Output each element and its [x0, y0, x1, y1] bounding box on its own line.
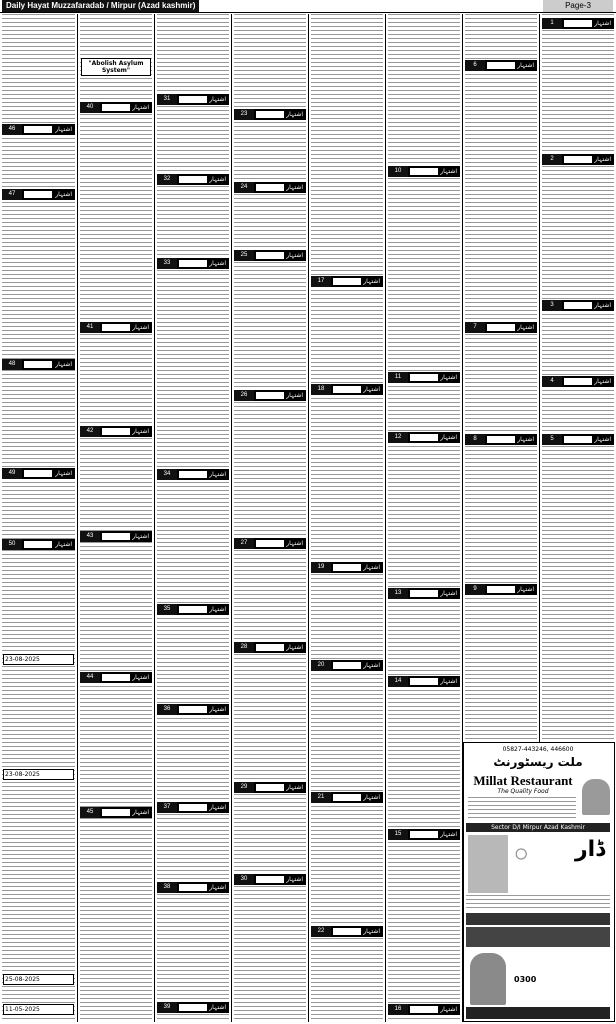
blank-field — [410, 168, 438, 175]
notice-box — [157, 882, 229, 893]
blank-field — [24, 541, 52, 548]
ad-owner-photo — [582, 779, 610, 815]
notice-box — [157, 174, 229, 185]
notice-number: 47 — [2, 189, 22, 200]
date-callout: 11-05-2025 — [3, 1004, 74, 1015]
notice-label: اشتہار — [286, 540, 303, 547]
notice-label: اشتہار — [286, 784, 303, 791]
notice-label: اشتہار — [440, 590, 457, 597]
notice-number: 6 — [465, 60, 485, 71]
notice-box — [234, 874, 306, 885]
notice-label: اشتہار — [209, 884, 226, 891]
notice-label: اشتہار — [209, 804, 226, 811]
notice-label: اشتہار — [209, 96, 226, 103]
notice-label: اشتہار — [440, 168, 457, 175]
notice-label: اشتہار — [286, 876, 303, 883]
blank-field — [24, 191, 52, 198]
notice-box — [157, 469, 229, 480]
column-1 — [78, 14, 154, 1022]
notice-number: 38 — [157, 882, 177, 893]
notice-box — [157, 258, 229, 269]
notice-number: 9 — [465, 584, 485, 595]
notice-number: 13 — [388, 588, 408, 599]
notice-number: 48 — [2, 359, 22, 370]
notice-box — [311, 384, 383, 395]
blank-field — [256, 644, 284, 651]
blank-field — [24, 361, 52, 368]
notice-number: 21 — [311, 792, 331, 803]
text-body — [157, 14, 229, 1022]
notice-box — [2, 539, 75, 550]
blank-field — [179, 176, 207, 183]
notice-label: اشتہار — [440, 374, 457, 381]
notice-label: اشتہار — [286, 392, 303, 399]
notice-box — [388, 676, 460, 687]
notice-box — [80, 102, 152, 113]
notice-box — [311, 926, 383, 937]
ad-banner — [466, 927, 610, 947]
notice-box — [542, 18, 614, 29]
notice-number: 15 — [388, 829, 408, 840]
notice-label: اشتہار — [440, 1006, 457, 1013]
advertisement — [463, 742, 615, 1022]
blank-field — [256, 111, 284, 118]
notice-box — [157, 802, 229, 813]
notice-box — [311, 562, 383, 573]
ad-sector: Sector D/I Mirpur Azad Kashmir — [466, 823, 610, 832]
jewellers-ad — [468, 835, 610, 893]
blank-field — [333, 564, 361, 571]
blank-field — [102, 324, 130, 331]
notice-box — [80, 322, 152, 333]
notice-box — [465, 434, 537, 445]
blank-field — [333, 386, 361, 393]
blank-field — [410, 434, 438, 441]
blank-field — [179, 706, 207, 713]
notice-label: اشتہار — [132, 428, 149, 435]
blank-field — [102, 674, 130, 681]
notice-label: اشتہار — [209, 471, 226, 478]
blank-field — [564, 20, 592, 27]
notice-number: 14 — [388, 676, 408, 687]
blank-field — [179, 804, 207, 811]
notice-number: 39 — [157, 1002, 177, 1013]
blank-field — [333, 794, 361, 801]
notice-number: 28 — [234, 642, 254, 653]
notice-label: اشتہار — [209, 606, 226, 613]
text-body — [311, 14, 383, 1022]
ad-tagline: The Quality Food — [497, 788, 549, 795]
notice-number: 31 — [157, 94, 177, 105]
column-2 — [155, 14, 231, 1022]
date-callout: 25-08-2025 — [3, 974, 74, 985]
notice-number: 37 — [157, 802, 177, 813]
advertiser-photo — [470, 953, 506, 1005]
ad-urdu-name: ملت ریسٹورنٹ — [493, 755, 583, 769]
blank-field — [333, 278, 361, 285]
notice-number: 11 — [388, 372, 408, 383]
notice-label: اشتہار — [594, 378, 611, 385]
notice-number: 17 — [311, 276, 331, 287]
notice-number: 12 — [388, 432, 408, 443]
notice-label: اشتہار — [517, 62, 534, 69]
notice-box — [234, 642, 306, 653]
notice-box — [234, 250, 306, 261]
notice-box — [388, 588, 460, 599]
notice-number: 1 — [542, 18, 562, 29]
notice-number: 22 — [311, 926, 331, 937]
ad-strip — [466, 913, 610, 925]
ad-phone: 05827-443246, 446600 — [502, 746, 574, 753]
text-body — [234, 14, 306, 1022]
notice-number: 27 — [234, 538, 254, 549]
notice-label: اشتہار — [209, 706, 226, 713]
notice-label: اشتہار — [594, 302, 611, 309]
notice-box — [2, 189, 75, 200]
blank-field — [564, 378, 592, 385]
jeweller-text — [466, 895, 610, 911]
notice-label: اشتہار — [363, 278, 380, 285]
notice-number: 50 — [2, 539, 22, 550]
page-header — [0, 0, 616, 12]
notice-number: 5 — [542, 434, 562, 445]
notice-number: 8 — [465, 434, 485, 445]
blank-field — [179, 884, 207, 891]
column-4 — [309, 14, 385, 1022]
notice-label: اشتہار — [363, 928, 380, 935]
notice-number: 24 — [234, 182, 254, 193]
notice-box — [2, 359, 75, 370]
ad-footer — [466, 1007, 610, 1019]
notice-box — [80, 807, 152, 818]
notice-number: 42 — [80, 426, 100, 437]
notice-number: 33 — [157, 258, 177, 269]
notice-box — [157, 604, 229, 615]
notice-box — [388, 372, 460, 383]
jeweller-brand: ڈار — [574, 837, 605, 862]
column-5 — [386, 14, 462, 1022]
date-callout: 23-08-2025 — [3, 654, 74, 665]
notice-box — [80, 531, 152, 542]
notice-label: اشتہار — [209, 176, 226, 183]
blank-field — [333, 928, 361, 935]
notice-number: 29 — [234, 782, 254, 793]
notice-label: اشتہار — [286, 252, 303, 259]
notice-number: 20 — [311, 660, 331, 671]
blank-field — [256, 252, 284, 259]
notice-number: 35 — [157, 604, 177, 615]
notice-box — [234, 182, 306, 193]
notice-label: اشتہار — [132, 104, 149, 111]
notice-box — [542, 154, 614, 165]
notice-label: اشتہار — [55, 361, 72, 368]
notice-box — [388, 166, 460, 177]
notice-label: اشتہار — [517, 324, 534, 331]
notice-label: اشتہار — [209, 1004, 226, 1011]
notice-label: اشتہار — [594, 436, 611, 443]
blank-field — [179, 471, 207, 478]
blank-field — [256, 784, 284, 791]
notice-number: 46 — [2, 124, 22, 135]
ad-contact: 0300 — [514, 975, 537, 984]
notice-label: اشتہار — [363, 662, 380, 669]
notice-number: 19 — [311, 562, 331, 573]
notice-number: 3 — [542, 300, 562, 311]
notice-box — [311, 792, 383, 803]
notice-box — [388, 1004, 460, 1015]
notice-label: اشتہار — [55, 470, 72, 477]
blank-field — [333, 662, 361, 669]
header-rule — [0, 12, 616, 13]
column-0 — [0, 14, 77, 1022]
text-body — [80, 14, 152, 1022]
notice-label: اشتہار — [594, 20, 611, 27]
notice-number: 26 — [234, 390, 254, 401]
notice-label: اشتہار — [363, 564, 380, 571]
asylum-heading: "Abolish Asylum System" — [81, 58, 151, 76]
blank-field — [256, 876, 284, 883]
notice-number: 32 — [157, 174, 177, 185]
notice-number: 40 — [80, 102, 100, 113]
notice-box — [2, 124, 75, 135]
ad-restaurant-name: Millat Restaurant — [473, 773, 573, 788]
page-number: Page-3 — [543, 0, 613, 12]
notice-label: اشتہار — [132, 324, 149, 331]
notice-number: 30 — [234, 874, 254, 885]
notice-box — [311, 660, 383, 671]
date-callout: 23-08-2025 — [3, 769, 74, 780]
notice-box — [465, 60, 537, 71]
notice-label: اشتہار — [440, 434, 457, 441]
notice-box — [234, 109, 306, 120]
notice-number: 25 — [234, 250, 254, 261]
blank-field — [410, 374, 438, 381]
notice-label: اشتہار — [440, 678, 457, 685]
blank-field — [102, 809, 130, 816]
notice-box — [542, 300, 614, 311]
notice-label: اشتہار — [132, 674, 149, 681]
blank-field — [410, 678, 438, 685]
notice-number: 45 — [80, 807, 100, 818]
notice-label: اشتہار — [286, 644, 303, 651]
notice-label: اشتہار — [132, 809, 149, 816]
blank-field — [410, 1006, 438, 1013]
text-body — [465, 14, 537, 740]
blank-field — [256, 392, 284, 399]
blank-field — [179, 606, 207, 613]
notice-box — [157, 1002, 229, 1013]
notice-number: 44 — [80, 672, 100, 683]
notice-number: 23 — [234, 109, 254, 120]
blank-field — [487, 436, 515, 443]
notice-label: اشتہار — [55, 191, 72, 198]
blank-field — [179, 1004, 207, 1011]
notice-label: اشتہار — [286, 184, 303, 191]
notice-number: 43 — [80, 531, 100, 542]
notice-number: 34 — [157, 469, 177, 480]
notice-label: اشتہار — [363, 794, 380, 801]
blank-field — [24, 126, 52, 133]
blank-field — [102, 428, 130, 435]
notice-box — [542, 376, 614, 387]
blank-field — [256, 184, 284, 191]
notice-label: اشتہار — [286, 111, 303, 118]
notice-number: 4 — [542, 376, 562, 387]
column-7 — [540, 14, 616, 740]
notice-label: اشتہار — [363, 386, 380, 393]
notice-number: 10 — [388, 166, 408, 177]
notice-box — [311, 276, 383, 287]
notice-box — [2, 468, 75, 479]
blank-field — [24, 470, 52, 477]
notice-label: اشتہار — [132, 533, 149, 540]
ad-description — [468, 797, 576, 819]
notice-number: 7 — [465, 322, 485, 333]
notice-number: 49 — [2, 468, 22, 479]
notice-box — [80, 426, 152, 437]
notice-box — [388, 829, 460, 840]
blank-field — [410, 831, 438, 838]
text-body — [2, 14, 75, 1022]
blank-field — [256, 540, 284, 547]
notice-box — [234, 390, 306, 401]
blank-field — [564, 156, 592, 163]
notice-label: اشتہار — [55, 126, 72, 133]
notice-label: اشتہار — [440, 831, 457, 838]
notice-number: 41 — [80, 322, 100, 333]
notice-box — [542, 434, 614, 445]
notice-label: اشتہار — [55, 541, 72, 548]
notice-label: اشتہار — [517, 586, 534, 593]
blank-field — [487, 62, 515, 69]
column-6 — [463, 14, 539, 740]
blank-field — [564, 302, 592, 309]
notice-box — [80, 672, 152, 683]
notice-label: اشتہار — [209, 260, 226, 267]
notice-number: 16 — [388, 1004, 408, 1015]
notice-number: 36 — [157, 704, 177, 715]
notice-box — [234, 538, 306, 549]
blank-field — [102, 533, 130, 540]
notice-label: اشتہار — [594, 156, 611, 163]
notice-box — [157, 704, 229, 715]
model-photo — [468, 835, 508, 893]
notice-box — [157, 94, 229, 105]
blank-field — [564, 436, 592, 443]
notice-box — [234, 782, 306, 793]
blank-field — [102, 104, 130, 111]
notice-box — [465, 584, 537, 595]
newspaper-title: Daily Hayat Muzzafaradab / Mirpur (Azad kashmir) — [2, 0, 199, 12]
blank-field — [179, 96, 207, 103]
blank-field — [487, 324, 515, 331]
blank-field — [410, 590, 438, 597]
column-3 — [232, 14, 308, 1022]
notice-number: 2 — [542, 154, 562, 165]
blank-field — [179, 260, 207, 267]
notice-label: اشتہار — [517, 436, 534, 443]
jewellery-image — [510, 839, 566, 889]
notice-box — [388, 432, 460, 443]
blank-field — [487, 586, 515, 593]
notice-box — [465, 322, 537, 333]
notice-number: 18 — [311, 384, 331, 395]
